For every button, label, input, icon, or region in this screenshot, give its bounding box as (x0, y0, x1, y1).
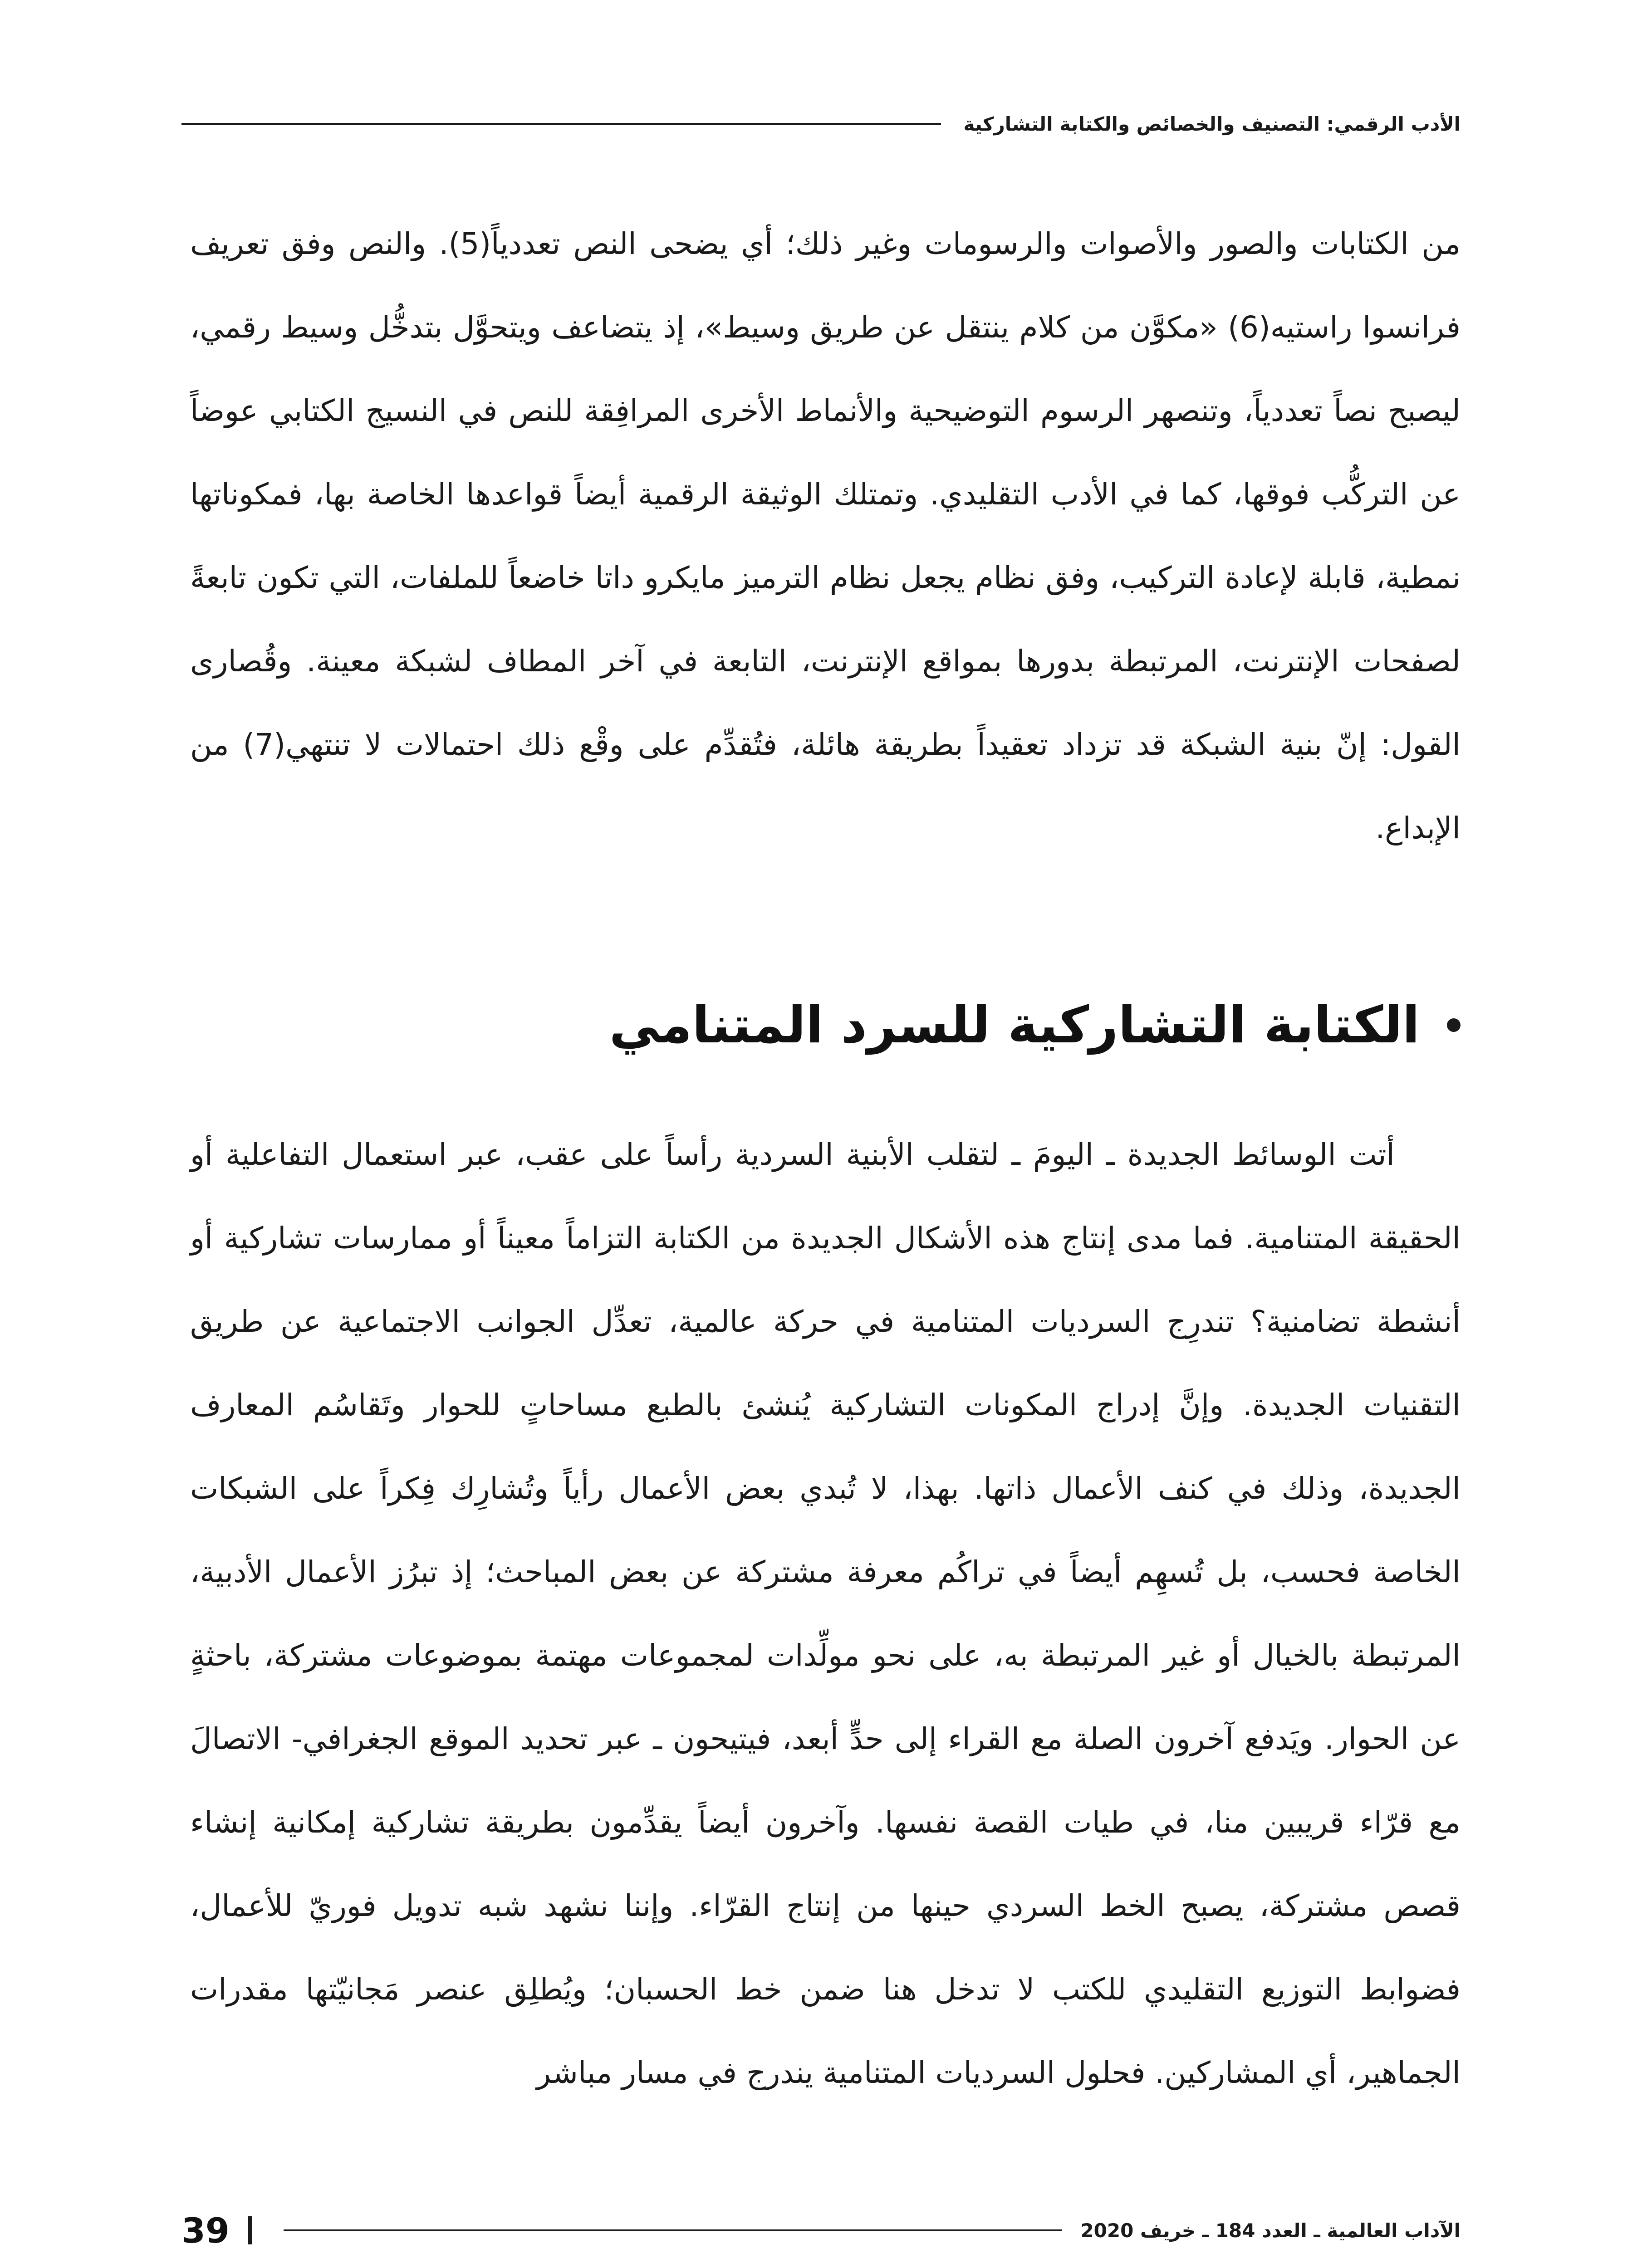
bullet-icon (1447, 1018, 1461, 1032)
journal-info: الآداب العالمية ـ العدد 184 ـ خريف 2020 (1080, 2219, 1461, 2242)
footer-separator (248, 2216, 252, 2244)
page-number: 39 (181, 2210, 230, 2251)
section-heading (190, 987, 1461, 1064)
running-header (181, 103, 1461, 144)
page-footer (181, 2205, 1461, 2255)
header-rule (181, 123, 941, 125)
running-title: الأدب الرقمي: التصنيف والخصائص والكتابة التشاركية (963, 112, 1461, 135)
body-paragraph-1: من الكتابات والصور والأصوات والرسومات وغير ذلك؛ أي يضحى النص تعددياً(5). والنص وفق تعريف فرانسوا راستيه(6) «مكوَّن من كلام ينتقل عن طريق وسيط»، إذ يتضاعف ويتحوَّل بتدخُّل وسيط رقمي، ليصبح نصاً تعددياً، وتنصهر الرسوم التوضيحية والأنماط الأخرى المرافِقة للنص في النسيج الكتابي عوضاً عن التركُّب فوقها، كما في الأدب التقليدي. وتمتلك الوثيقة الرقمية أيضاً قواعدها الخاصة بها، فمكوناتها نمطية، قابلة لإعادة التركيب، وفق نظام يجعل نظام الترميز مايكرو داتا خاضعاً للملفات، التي تكون تابعةً لصفحات الإنترنت، المرتبطة بدورها بمواقع الإنترنت، التابعة في آخر المطاف لشبكة معينة. وقُصارى القول: إنّ بنية الشبكة قد تزداد تعقيداً بطريقة هائلة، فتُقدِّم على وقْع ذلك احتمالات لا تنتهي(7) من الإبداع. (190, 226, 1461, 846)
footer-rule (284, 2229, 1063, 2231)
body-paragraph-2: أتت الوسائط الجديدة ـ اليومَ ـ لتقلب الأبنية السردية رأساً على عقب، عبر استعمال التفاعلية أو الحقيقة المتنامية. فما مدى إنتاج هذه الأشكال الجديدة من الكتابة التزاماً معيناً أو ممارسات تشاركية أو أنشطة تضامنية؟ تندرِج السرديات المتنامية في حركة عالمية، تعدِّل الجوانب الاجتماعية عن طريق التقنيات الجديدة. وإنَّ إدراج المكونات التشاركية يُنشئ بالطبع مساحاتٍ للحوار وتَقاسُم المعارف الجديدة، وذلك في كنف الأعمال ذاتها. بهذا، لا تُبدي بعض الأعمال رأياً وتُشارِك فِكراً على الشبكات الخاصة فحسب، بل تُسهِم أيضاً في تراكُم معرفة مشتركة عن بعض المباحث؛ إذ تبرُز الأعمال الأدبية، المرتبطة بالخيال أو غير المرتبطة به، على نحو مولِّدات لمجموعات مهتمة بموضوعات مشتركة، باحثةٍ عن الحوار. ويَدفع آخرون الصلة مع القراء إلى حدٍّ أبعد، فيتيحون ـ عبر تحديد الموقع الجغرافي- الاتصالَ مع قرّاء قريبين منا، في طيات القصة نفسها. وآخرون أيضاً يقدِّمون بطريقة تشاركية إمكانية إنشاء قصص مشتركة، يصبح الخط السردي حينها من إنتاج القرّاء. وإننا نشهد شبه تدويل فوريّ للأعمال، فضوابط التوزيع التقليدي للكتب لا تدخل هنا ضمن خط الحسبان؛ ويُطلِق عنصر مَجانيّتها مقدرات الجماهير، أي المشاركين. فحلول السرديات المتنامية يندرج في مسار مباشر (190, 1137, 1461, 2090)
section-heading-text: الكتابة التشاركية للسرد المتنامي (609, 996, 1420, 1055)
